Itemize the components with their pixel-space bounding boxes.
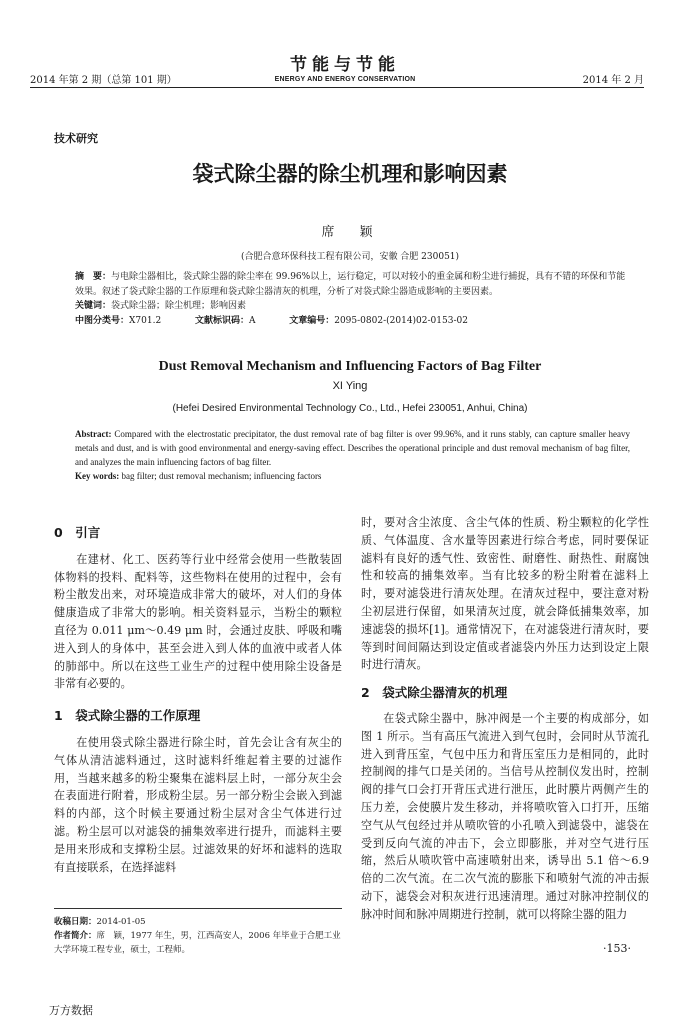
left-column — [54, 524, 342, 876]
abstract-label-en: Abstract: — [75, 429, 112, 439]
keywords-label-en: Key words: — [75, 471, 120, 481]
footnote — [54, 915, 342, 957]
abstract-block-en — [75, 427, 630, 483]
intro-paragraph: 在建材、化工、医药等行业中经常会使用一些散装固体物料的投料、配料等，这些物料在使用的过程中，会有粉尘散发出来，对环境造成非常大的破坏，对人们的身体健康造成了非常大的影响。相关资料显示，当粉尘的颗粒直径为 0.011 μm～0.49 μm 时，会通过皮肤、呼吸和嘴进入到人的身体中，甚至会进入到人体的血液中或者人体的肺部中。所以在这些工业生产的过程中使用除尘设备是非常有必要的。 — [54, 552, 342, 691]
received-date — [54, 915, 342, 929]
clc-value: X701.2 — [129, 315, 162, 326]
header-rule — [30, 87, 644, 88]
affiliation-en: (Hefei Desired Environmental Technology Co., Ltd., Hefei 230051, Anhui, China) — [172, 403, 528, 414]
right-column — [361, 514, 649, 924]
article-no-value: 2095-0802-(2014)02-0153-02 — [334, 315, 468, 326]
doc-code-value: A — [248, 315, 256, 326]
keywords-en — [75, 469, 630, 483]
classification-line — [75, 314, 630, 329]
author-bio — [54, 929, 342, 957]
issue-info: 2014 年第 2 期（总第 101 期） — [30, 75, 177, 86]
abstract-label-cn: 摘 要： — [75, 272, 112, 282]
section-1-continuation: 时，要对含尘浓度、含尘气体的性质、粉尘颗粒的化学性质、气体温度、含水量等因素进行综合考虑，同时要保证滤料有良好的透气性、致密性、耐磨性、耐热性、耐腐蚀性和较高的捕集效率。当有比较多的粉尘附着在滤料上时，要对滤袋进行清灰处理。在清灰过程中，要注意对粉尘初层进行保留，如果清灰过度，就会降低捕集效率，加速滤袋的损坏[1]。通常情况下，在对滤袋进行清灰时，要等到时间间隔达到设定值或者滤袋内外压力达到设定上限时进行清灰。 — [361, 516, 649, 672]
author-bio-label: 作者简介： — [54, 931, 97, 941]
abstract-en — [75, 427, 630, 469]
abstract-text-cn: 与电除尘器相比，袋式除尘器的除尘率在 99.96%以上，运行稳定，可以对较小的重金属和粉尘进行捕捉，具有不错的环保和节能效果。叙述了袋式除尘器的工作原理和袋式除尘器清灰的机理，分析了对袋式除尘器造成影响的主要因素。 — [75, 272, 626, 297]
author-bio-text: 席 颖，1977 年生，男，江西高安人，2006 年毕业于合肥工业大学环境工程专业，硕士，工程师。 — [54, 931, 341, 955]
journal-title-cn: 节能与节能 — [290, 55, 400, 75]
received-value: 2014-01-05 — [96, 917, 146, 927]
clc-label: 中图分类号： — [75, 315, 130, 326]
keywords-label-cn: 关键词： — [75, 301, 112, 311]
heading-introduction: 0 引言 — [54, 525, 101, 540]
heading-section-1: 1 袋式除尘器的工作原理 — [54, 708, 201, 724]
affiliation-cn: (合肥合意环保科技工程有限公司，安徽 合肥 230051) — [240, 252, 460, 262]
page-number: ·153· — [603, 942, 631, 955]
keywords-cn — [75, 299, 630, 314]
keywords-text-en: bag filter; dust removal mechanism; influencing factors — [121, 471, 322, 481]
watermark: 万方数据 — [49, 1004, 93, 1017]
abstract-block-cn — [75, 270, 630, 328]
footnote-rule — [54, 908, 342, 909]
author-en: XI Ying — [332, 380, 368, 392]
journal-masthead — [245, 50, 445, 83]
paper-title-cn: 袋式除尘器的除尘机理和影响因素 — [192, 162, 508, 186]
paper-title-en: Dust Removal Mechanism and Influencing Factors of Bag Filter — [158, 359, 542, 374]
journal-title-en: ENERGY AND ENERGY CONSERVATION — [274, 76, 416, 83]
article-no-label: 文章编号： — [289, 315, 335, 326]
section-label: 技术研究 — [54, 132, 98, 145]
abstract-cn — [75, 270, 630, 299]
issue-date: 2014 年 2 月 — [582, 75, 644, 86]
heading-section-2: 2 袋式除尘器清灰的机理 — [361, 685, 508, 701]
doc-code-label: 文献标识码： — [194, 315, 249, 326]
section-1-paragraph: 在使用袋式除尘器进行除尘时，首先会让含有灰尘的气体从清洁滤料通过，这时滤料纤维起着主要的过滤作用，当越来越多的粉尘聚集在滤料层上时，一部分灰尘会在表面进行附着，形成粉尘层。另一部分粉尘会嵌入到滤料的内部，这个时候主要通过粉尘层对含尘气体进行过滤。粉尘层可以对滤袋的捕集效率进行提升，而滤料主要是用来形成和支撑粉尘层。过滤效果的好坏和滤料的选取有直接联系，在选择滤料 — [54, 735, 342, 874]
section-2-paragraph: 在袋式除尘器中，脉冲阀是一个主要的构成部分，如图 1 所示。当有高压气流进入到气包时，会同时从节流孔进入到背压室，气包中压力和背压室压力是相同的，此时控制阀的排气口是关闭的。当信号从控制仪发出时，控制阀的排气口会打开背压式进行泄压，此时膜片两侧产生的压力差，会使膜片发生移动，并将喷吹管入口打开，压缩空气从气包经过并从喷吹管的小孔喷入到滤袋中，滤袋在受到反向气流的冲击下，会立即膨胀，并对空气进行压缩，然后从喷吹管中高速喷射出来，诱导出 5.1 倍～6.9 倍的二次气流。在二次气流的膨胀下和喷射气流的冲击振动下，滤袋会对积灰进行迅速清理。通过对脉冲控制仪的脉冲时间和脉冲周期进行控制，就可以将除尘器的阻力 — [361, 711, 649, 921]
keywords-text-cn: 袋式除尘器；除尘机理；影响因素 — [111, 301, 247, 311]
received-label: 收稿日期： — [54, 917, 97, 927]
author-cn: 席 颖 — [321, 225, 379, 240]
abstract-text-en: Compared with the electrostatic precipitator, the dust removal rate of bag filter is over 99.96%, and it runs stably, can capture smaller heavy metals and dust, and is with good environmental and energy-saving effect. Describes the operational principle and dust removal mechanism of bag filter, and analyzes the main influencing factors of bag filter. — [75, 429, 630, 467]
